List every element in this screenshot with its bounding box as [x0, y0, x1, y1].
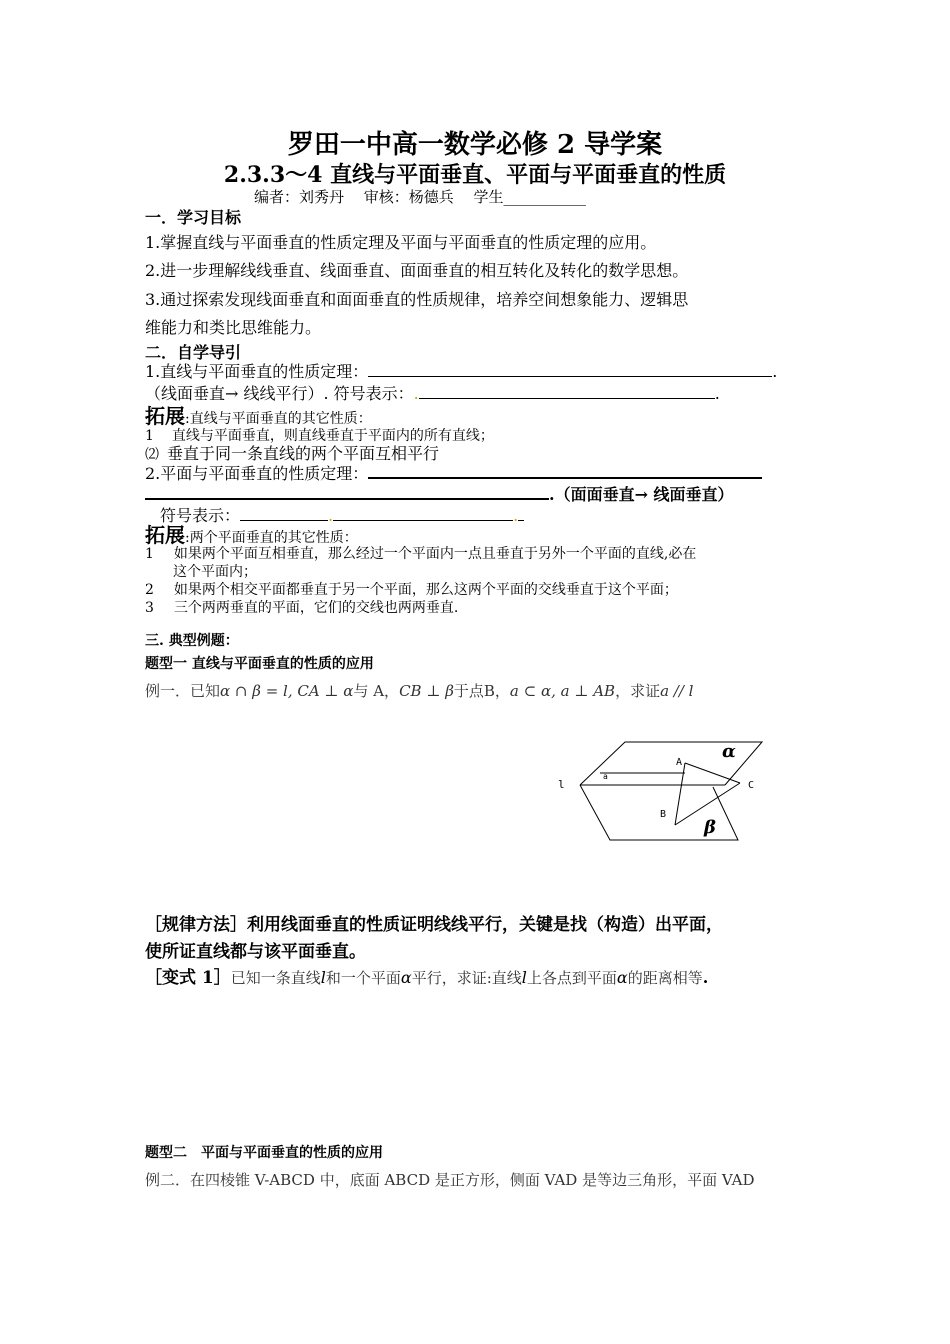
variant1-title: ［变式 1］	[145, 968, 231, 988]
example1-text: 于点B，	[453, 682, 510, 700]
variant1-symbol: α	[616, 968, 628, 987]
page-title: 罗田一中高一数学必修 2 导学案	[287, 130, 663, 160]
method-line: 使所证直线都与该平面垂直。	[145, 942, 366, 962]
extension2-item	[145, 597, 458, 617]
extension2-item	[145, 543, 696, 563]
item-text: 三个两两垂直的平面，它们的交线也两两垂直.	[173, 600, 459, 616]
example1-formula: α ∩ β = l, CA ⊥ α	[220, 682, 354, 700]
extension2-item-cont: 这个平面内；	[173, 564, 257, 580]
theorem2-line	[145, 461, 762, 484]
theorem1-symbol-blank[interactable]	[419, 384, 715, 399]
variant1	[145, 963, 708, 988]
item-number: ⑵	[145, 447, 159, 463]
variant1-text: 平行，求证:直线	[411, 969, 522, 987]
label-beta: β	[704, 817, 716, 838]
example1	[145, 680, 693, 701]
variant1-symbol: l	[320, 968, 326, 987]
method-line: ［规律方法］利用线面垂直的性质证明线线平行，关键是找（构造）出平面，	[145, 915, 723, 935]
label-A: A	[676, 757, 683, 768]
extension1-title: 拓展	[145, 404, 185, 428]
variant1-end: .	[702, 968, 709, 987]
label-a: a	[603, 772, 608, 781]
extension2-text: :两个平面垂直的其它性质：	[185, 530, 358, 546]
type2-heading: 题型二 平面与平面垂直的性质的应用	[145, 1145, 383, 1161]
example1-text: ，求证	[615, 682, 661, 700]
item-text: 如果两个相交平面都垂直于另一个平面，那么这两个平面的交线垂直于这个平面；	[173, 582, 678, 598]
variant1-text: 和一个平面	[325, 969, 401, 987]
theorem2-symbol-blank2[interactable]	[333, 506, 513, 521]
example1-formula: a ⊂ α, a ⊥ AB	[509, 682, 616, 700]
theorem2-cont-line	[145, 482, 734, 505]
theorem2-blank[interactable]	[368, 463, 762, 479]
theorem2-blank-cont[interactable]	[145, 484, 549, 500]
label-B: B	[660, 809, 667, 820]
type1-heading: 题型一 直线与平面垂直的性质的应用	[145, 656, 374, 672]
geometry-figure	[550, 735, 780, 845]
label-alpha: α	[722, 741, 736, 762]
theorem1-symbol-label: （线面垂直→ 线线平行）. 符号表示：	[145, 384, 414, 403]
theorem2-suffix: .（面面垂直→ 线面垂直）	[549, 485, 734, 504]
section-heading-selfstudy: 二．自学导引	[145, 343, 242, 362]
variant1-symbol: l	[521, 968, 527, 987]
author-line: 编者：刘秀丹 审核：杨德兵 学生___________	[254, 188, 587, 206]
extension1-text: :直线与平面垂直的其它性质：	[185, 411, 372, 427]
section-heading-objectives: 一．学习目标	[145, 208, 242, 227]
example2: 例二．在四棱锥 V-ABCD 中，底面 ABCD 是正方形，侧面 VAD 是等边三角形，平面 VAD	[145, 1171, 755, 1189]
variant1-text: 已知一条直线	[230, 969, 321, 987]
theorem2-label: 2.平面与平面垂直的性质定理：	[145, 464, 369, 483]
segment-AB	[675, 763, 685, 825]
extension2-item	[145, 579, 678, 599]
item-text: 如果两个平面互相垂直，那么经过一个平面内一点且垂直于另外一个平面的直线,必在	[173, 546, 697, 562]
label-l: l	[558, 778, 565, 791]
objective-item: 3.通过探索发现线面垂直和面面垂直的性质规律，培养空间想象能力、逻辑思	[145, 290, 689, 309]
item-text: 直线与平面垂直，则直线垂直于平面内的所有直线；	[171, 428, 494, 444]
theorem1-line: 1.直线与平面垂直的性质定理： .	[145, 362, 778, 381]
extension2-title: 拓展	[145, 523, 185, 547]
item-number: 2	[145, 582, 154, 598]
section-heading-examples: 三. 典型例题：	[145, 633, 239, 649]
item-text: 垂直于同一条直线的两个平面互相平行	[167, 444, 440, 463]
example1-formula: a // l	[660, 682, 694, 700]
variant1-text: 的距离相等	[627, 969, 703, 987]
example1-formula: CB ⊥ β	[399, 682, 454, 700]
theorem1-blank[interactable]	[368, 362, 772, 377]
objective-item: 1.掌握直线与平面垂直的性质定理及平面与平面垂直的性质定理的应用。	[145, 233, 657, 252]
variant1-symbol: α	[400, 968, 412, 987]
theorem2-symbol-line: 符号表示： . .	[160, 503, 524, 526]
page-subtitle: 2.3.3～4 直线与平面垂直、平面与平面垂直的性质	[223, 162, 727, 188]
theorem1-symbol-line: （线面垂直→ 线线平行）. 符号表示：. .	[145, 384, 720, 403]
theorem2-symbol-label: 符号表示：	[160, 506, 241, 525]
variant1-text: 上各点到平面	[526, 969, 617, 987]
objective-item: 维能力和类比思维能力。	[145, 318, 322, 337]
theorem1-label: 1.直线与平面垂直的性质定理：	[145, 362, 369, 381]
example1-prefix: 例一．已知	[145, 682, 221, 700]
item-number: 1	[145, 428, 154, 444]
item-number: 1	[145, 546, 154, 562]
item-number: 3	[145, 600, 154, 616]
segment-CA	[685, 763, 740, 783]
label-C: C	[748, 780, 755, 791]
objective-item: 2.进一步理解线线垂直、线面垂直、面面垂直的相互转化及转化的数学思想。	[145, 261, 689, 280]
example1-text: 与 A，	[353, 682, 400, 700]
